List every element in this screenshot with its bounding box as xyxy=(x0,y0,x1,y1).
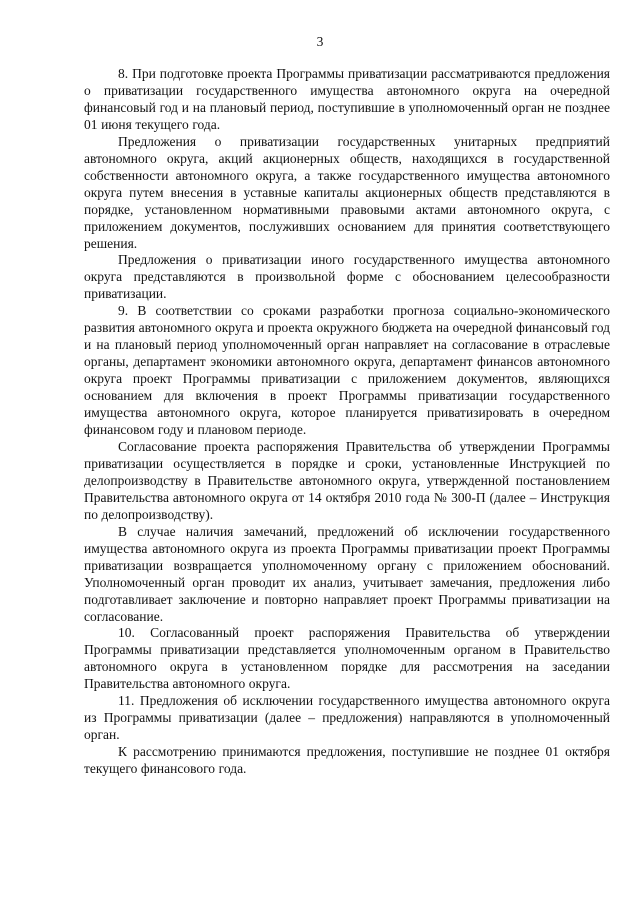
page-number: 3 xyxy=(316,34,324,49)
paragraph: В случае наличия замечаний, предложений об исключении государственного имущества автономного округа из проекта Программы приватизации проект Программы приватизации возвращается уполномоченному органу с приложением обоснований. Уполномоченный орган проводит их анализ, учитывает замечания, предложения либо подготавливает заключение и повторно направляет проект Программы приватизации на согласование. xyxy=(84,523,610,624)
paragraph: 11. Предложения об исключении государственного имущества автономного округа из Программы приватизации (далее – предложения) направляются в уполномоченный орган. xyxy=(84,693,610,743)
paragraph: 9. В соответствии со сроками разработки прогноза социально-экономического развития автономного округа и проекта окружного бюджета на очередной финансовый год и на плановый период уполномоченный орган направляет на согласование в отраслевые органы, департамент экономики автономного округа, департамент финансов автономного округа проект Программы приватизации с приложением документов, являющихся основанием для включения в проект Программы приватизации государственного имущества автономного округа, которое планируется приватизировать в очередном финансовом году и плановом периоде. xyxy=(84,303,610,438)
paragraph: К рассмотрению принимаются предложения, поступившие не позднее 01 октября текущего финансового года. xyxy=(84,744,610,777)
paragraph: Предложения о приватизации иного государственного имущества автономного округа представляются в произвольной форме с обоснованием целесообразности приватизации. xyxy=(84,252,610,302)
paragraph: 10. Согласованный проект распоряжения Правительства об утверждении Программы приватизации представляется уполномоченным органом в Правительство автономного округа в установленном порядке для рассмотрения на заседании Правительства автономного округа. xyxy=(84,625,610,692)
paragraph: Предложения о приватизации государственных унитарных предприятий автономного округа, акций акционерных обществ, находящихся в государственной собственности автономного округа, а также государственного имущества автономного округа путем внесения в уставные капиталы акционерных обществ представляются в порядке, установленном нормативными правовыми актами автономного округа, с приложением документов, послуживших основанием для принятия соответствующего решения. xyxy=(84,133,610,251)
document-body xyxy=(84,66,610,778)
paragraph: 8. При подготовке проекта Программы приватизации рассматриваются предложения о приватизации государственного имущества автономного округа на очередной финансовый год и на плановый период, поступившие в уполномоченный орган не позднее 01 июня текущего года. xyxy=(84,66,610,132)
paragraph: Согласование проекта распоряжения Правительства об утверждении Программы приватизации осуществляется в порядке и сроки, установленные Инструкцией по делопроизводству в Правительстве автономного округа, утвержденной постановлением Правительства автономного округа от 14 октября 2010 года № 300-П (далее – Инструкция по делопроизводству). xyxy=(84,438,610,522)
